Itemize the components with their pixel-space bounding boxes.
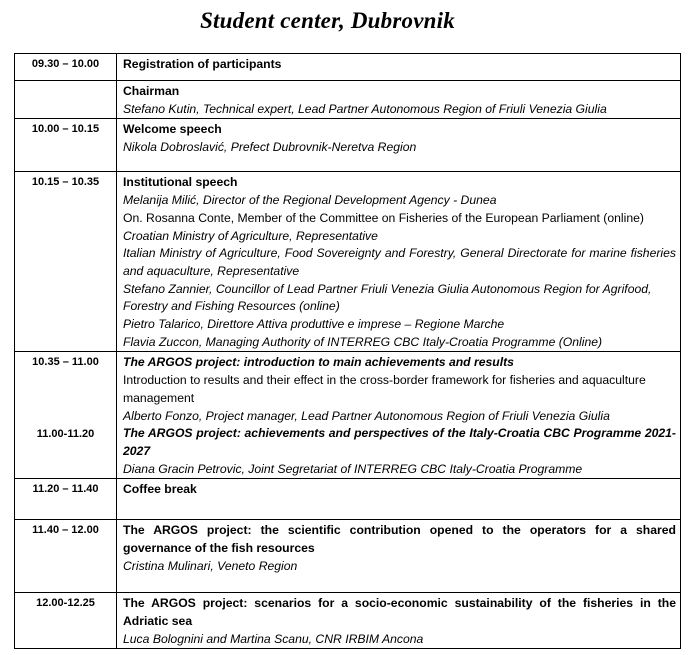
session-title: The ARGOS project: the scientific contribution opened to the operators for a shared governance of the fish resources: [123, 523, 676, 556]
table-row: [15, 479, 681, 520]
time-cell: 11.40 – 12.00: [15, 520, 117, 593]
programme-table: [14, 53, 681, 649]
session-title: Welcome speech: [123, 122, 222, 137]
table-row: [15, 593, 681, 649]
time-cell: 12.00-12.25: [15, 593, 117, 649]
session-title: Institutional speech: [123, 175, 238, 190]
session-title: The ARGOS project: scenarios for a socio-economic sustainability of the fisheries in the Adriatic sea: [123, 596, 676, 629]
speaker: Croatian Ministry of Agriculture, Representative: [123, 228, 378, 243]
session-title: The ARGOS project: introduction to main achievements and results: [123, 355, 514, 370]
session-title: Registration of participants: [123, 57, 282, 71]
page-title: Student center, Dubrovnik: [200, 8, 455, 33]
time-cell: 10.35 – 11.00 11.00-11.20: [15, 352, 117, 479]
time-cell: [15, 81, 117, 119]
speaker: Alberto Fonzo, Project manager, Lead Partner Autonomous Region of Friuli Venezia Giulia: [123, 408, 610, 423]
content-cell: [117, 352, 681, 479]
table-row: [15, 352, 681, 479]
speaker: Nikola Dobroslavić, Prefect Dubrovnik-Neretva Region: [123, 140, 417, 155]
content-cell: [117, 81, 681, 119]
speaker: Italian Ministry of Agriculture, Food Sovereignty and Forestry, General Directorate for marine fisheries and aquaculture, Representative: [123, 246, 676, 278]
speaker: On. Rosanna Conte, Member of the Committee on Fisheries of the European Parliament (online): [123, 210, 644, 225]
session-title: The ARGOS project: achievements and perspectives of the Italy-Croatia CBC Programme 2021-2027: [123, 426, 676, 458]
table-row: [15, 520, 681, 593]
speaker: Flavia Zuccon, Managing Authority of INTERREG CBC Italy-Croatia Programme (Online): [123, 334, 603, 349]
speaker: Stefano Kutin, Technical expert, Lead Partner Autonomous Region of Friuli Venezia Giulia: [123, 101, 607, 116]
session-description: Introduction to results and their effect in the cross-border framework for fisheries and aquaculture management: [123, 373, 646, 405]
session-title: Chairman: [123, 84, 180, 98]
content-cell: [117, 119, 681, 172]
table-row: [15, 172, 681, 352]
table-row: [15, 54, 681, 81]
time-cell: 11.20 – 11.40: [15, 479, 117, 520]
content-cell: [117, 54, 681, 81]
speaker: Stefano Zannier, Councillor of Lead Partner Friuli Venezia Giulia Autonomous Region for Agrifood, Forestry and Fishing Resources (online): [123, 281, 652, 314]
session-title: Coffee break: [123, 482, 197, 497]
content-cell: [117, 479, 681, 520]
speaker: Melanija Milić, Director of the Regional Development Agency - Dunea: [123, 193, 497, 208]
content-cell: [117, 172, 681, 352]
speaker: Luca Bolognini and Martina Scanu, CNR IRBIM Ancona: [123, 631, 424, 646]
time-cell: 10.15 – 10.35: [15, 172, 117, 352]
speaker: Diana Gracin Petrovic, Joint Segretariat of INTERREG CBC Italy-Croatia Programme: [123, 461, 583, 476]
time-cell: 10.00 – 10.15: [15, 119, 117, 172]
table-row: [15, 119, 681, 172]
content-cell: [117, 520, 681, 593]
speaker: Cristina Mulinari, Veneto Region: [123, 558, 298, 573]
content-cell: [117, 593, 681, 649]
time-cell: 09.30 – 10.00: [15, 54, 117, 81]
table-row: [15, 81, 681, 119]
speaker: Pietro Talarico, Direttore Attiva produttive e imprese – Regione Marche: [123, 317, 505, 332]
